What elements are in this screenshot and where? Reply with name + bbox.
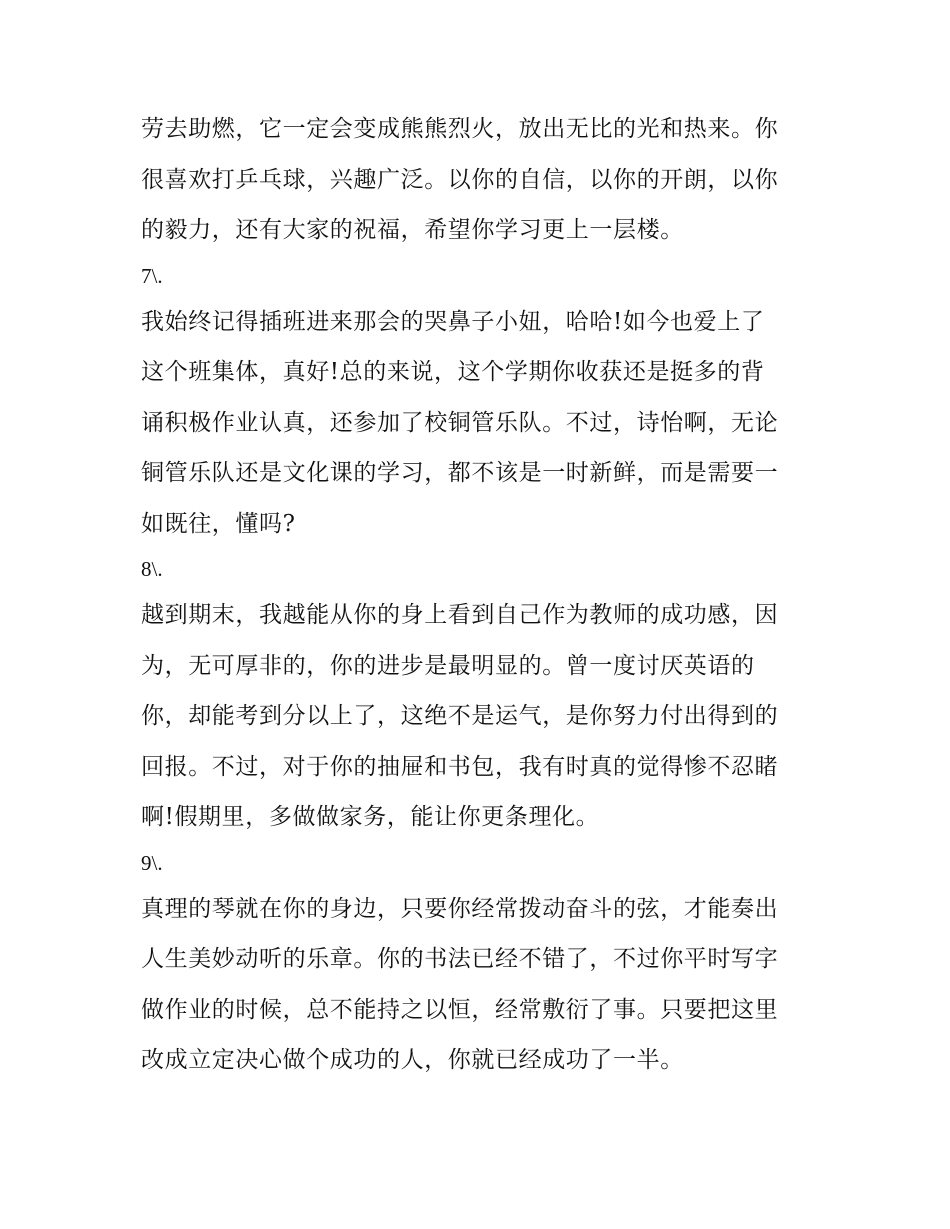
paragraph-line: 回报。不过，对于你的抽屉和书包，我有时真的觉得惨不忍睹 [141, 753, 779, 780]
item-number: 9\. [141, 850, 163, 875]
paragraph-line: 很喜欢打乒乓球，兴趣广泛。以你的自信，以你的开朗，以你 [141, 166, 779, 193]
item-number: 7\. [141, 263, 163, 288]
paragraph-line: 真理的琴就在你的身边，只要你经常拨动奋斗的弦，才能奏出 [141, 895, 779, 922]
paragraph-line: 这个班集体，真好!总的来说，这个学期你收获还是挺多的背 [141, 359, 765, 385]
paragraph-line: 的毅力，还有大家的祝福，希望你学习更上一层楼。 [141, 217, 684, 243]
paragraph-line: 啊!假期里，多做做家务，能让你更条理化。 [141, 804, 600, 830]
item-number: 8\. [141, 557, 163, 581]
document-body [141, 104, 821, 1086]
paragraph-line: 诵积极作业认真，还参加了校铜管乐队。不过，诗怡啊，无论 [141, 409, 779, 436]
paragraph-line: 改成立定决心做个成功的人，你就已经成功了一半。 [141, 1047, 684, 1073]
paragraph-line: 劳去助燃，它一定会变成熊熊烈火，放出无比的光和热来。你 [141, 116, 779, 142]
paragraph-line: 做作业的时候，总不能持之以恒，经常敷衍了事。只要把这里 [141, 996, 779, 1023]
paragraph-line: 人生美妙动听的乐章。你的书法已经不错了，不过你平时写字 [141, 946, 779, 972]
paragraph-line: 为，无可厚非的，你的进步是最明显的。曾一度讨厌英语的 [141, 652, 755, 679]
paragraph-line: 越到期末，我越能从你的身上看到自己作为教师的成功感，因 [141, 602, 779, 628]
paragraph-line: 铜管乐队还是文化课的学习，都不该是一时新鲜，而是需要一 [141, 460, 779, 486]
paragraph-line: 我始终记得插班进来那会的哭鼻子小妞，哈哈!如今也爱上了 [141, 308, 765, 335]
paragraph-line: 你，却能考到分以上了，这绝不是运气，是你努力付出得到的 [141, 703, 779, 729]
paragraph-line: 如既往，懂吗? [141, 510, 296, 537]
